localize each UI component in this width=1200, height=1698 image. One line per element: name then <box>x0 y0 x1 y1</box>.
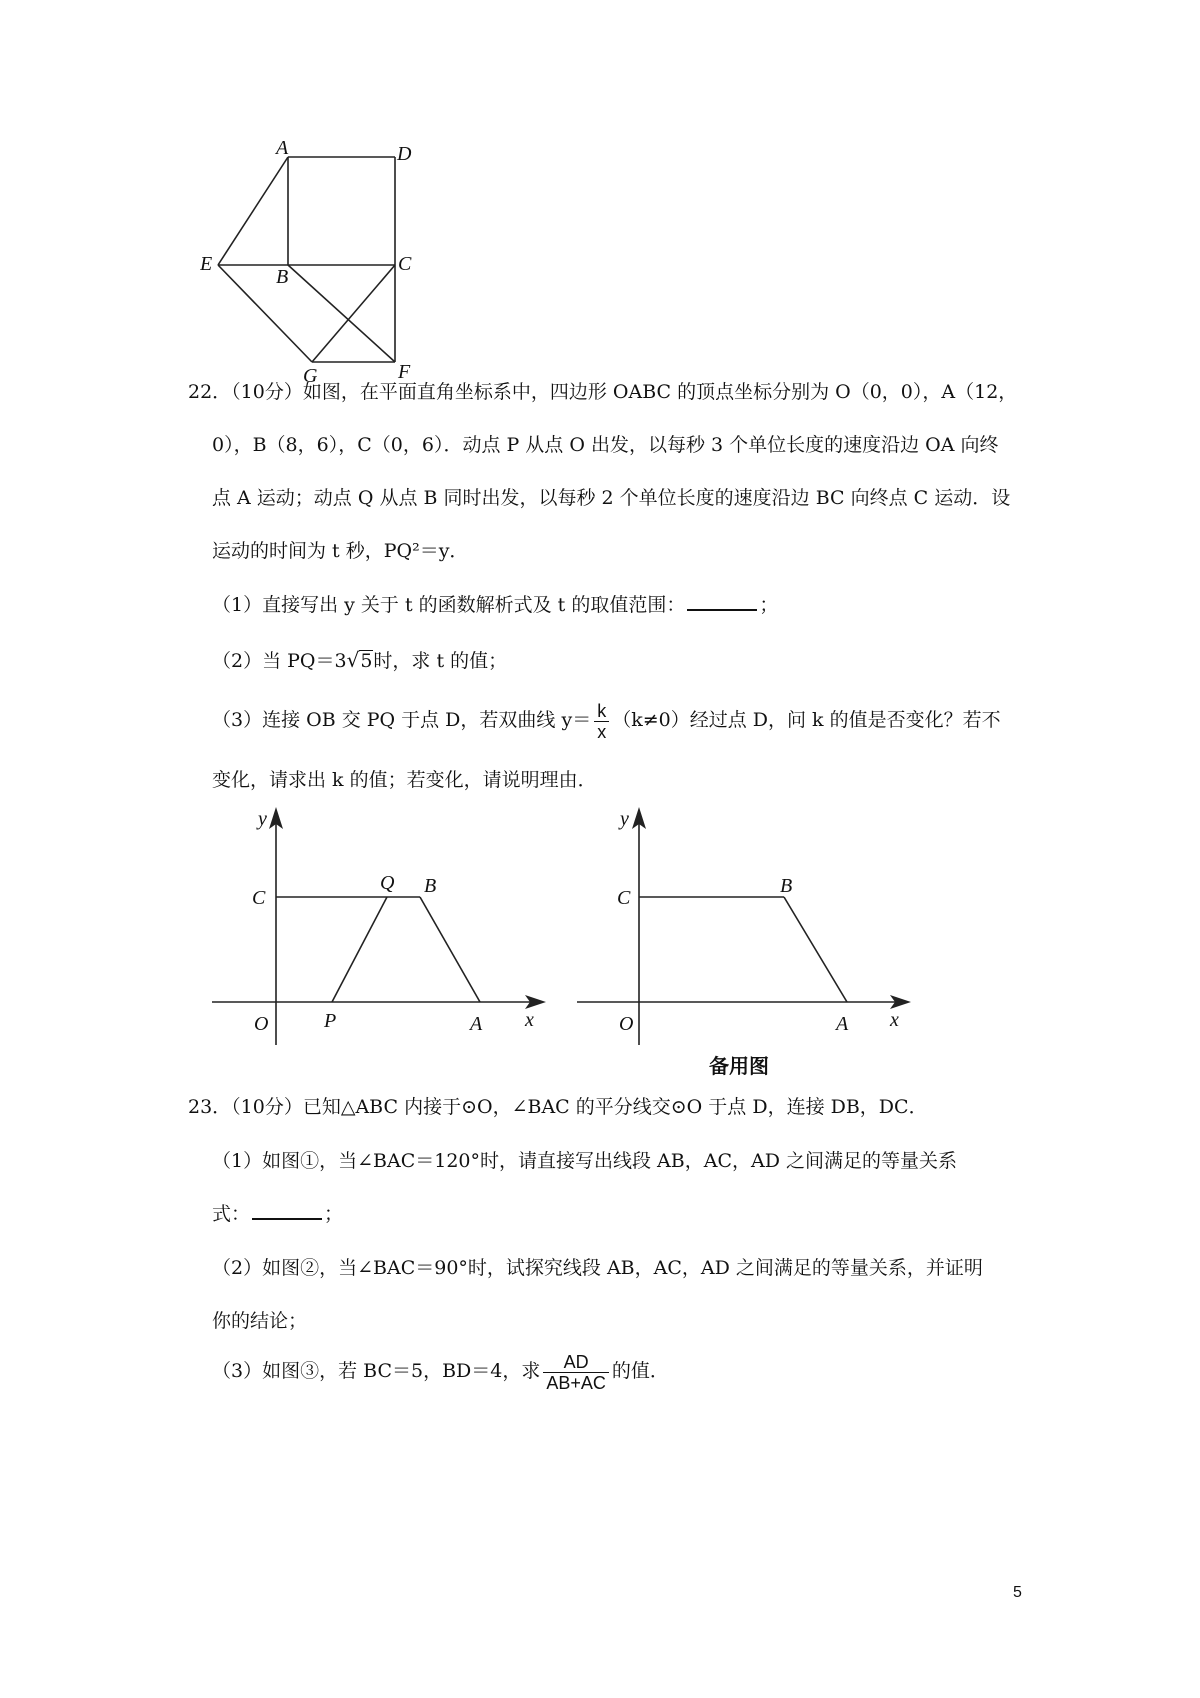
q23-part-2-line-2: 你的结论； <box>212 1310 308 1332</box>
segment-ba <box>784 897 847 1002</box>
q23-line-1: 23．（10分）已知△ABC 内接于⊙O，∠BAC 的平分线交⊙O 于点 D，连接 DB，DC． <box>188 1096 928 1118</box>
q22-part-2-text-a: （2）当 PQ＝3 <box>212 650 347 672</box>
fraction-ad-over-ab-plus-ac <box>543 1352 609 1393</box>
label-a: A <box>470 1013 483 1035</box>
q22-line-1: 22．（10分）如图，在平面直角坐标系中，四边形 OABC 的顶点坐标分别为 O（0，0），A（12， <box>188 381 1018 403</box>
label-c: C <box>617 887 631 909</box>
q22-part-1-end: ； <box>759 594 779 616</box>
q22-part-3-line-2: 变化，请求出 k 的值；若变化，请说明理由． <box>212 769 597 791</box>
figure-22-spare <box>577 805 917 1050</box>
q23-part-3-text-a: （3）如图③，若 BC＝5，BD＝4，求 <box>212 1360 541 1382</box>
q22-line-3: 点 A 运动；动点 Q 从点 B 同时出发，以每秒 2 个单位长度的速度沿边 BC 向终点 C 运动．设 <box>212 487 1011 509</box>
q22-part-3-text-a: （3）连接 OB 交 PQ 于点 D，若双曲线 y＝ <box>212 709 592 731</box>
figure-square-abcd <box>200 140 440 385</box>
q22-part-1 <box>212 591 778 619</box>
label-b: B <box>780 875 793 897</box>
label-y: y <box>620 808 629 830</box>
fraction-denominator: AB+AC <box>546 1372 606 1393</box>
label-a: A <box>836 1013 849 1035</box>
q23-part-3 <box>212 1348 669 1394</box>
q23-part-1-text-b: 式： <box>212 1203 251 1225</box>
fraction-denominator: x <box>597 721 607 742</box>
label-a: A <box>276 140 289 159</box>
q22-line-2: 0），B（8，6），C（0，6）．动点 P 从点 O 出发，以每秒 3 个单位长度的速度沿边 OA 向终 <box>212 434 999 456</box>
label-d: D <box>397 143 412 165</box>
q22-part-3-text-b: （k≠0）经过点 D，问 k 的值是否变化？若不 <box>612 709 1001 731</box>
sqrt-radicand: 5 <box>360 650 373 672</box>
label-o: O <box>619 1013 634 1035</box>
segment-pq <box>332 897 387 1002</box>
q22-part-2: （2）当 PQ＝3√5时，求 t 的值； <box>212 648 508 672</box>
label-q: Q <box>380 872 395 894</box>
spare-figure-caption: 备用图 <box>709 1054 769 1078</box>
segment-ba <box>420 897 480 1002</box>
fraction-numerator: AD <box>543 1352 609 1373</box>
q23-part-3-text-b: 的值． <box>611 1360 669 1382</box>
segment-bf <box>288 265 395 362</box>
fraction-k-over-x <box>594 701 609 742</box>
q22-part-1-text: （1）直接写出 y 关于 t 的函数解析式及 t 的取值范围： <box>212 594 686 616</box>
label-x: x <box>890 1009 899 1031</box>
q23-part-2: （2）如图②，当∠BAC＝90°时，试探究线段 AB，AC，AD 之间满足的等量关系，并证明 <box>212 1257 983 1279</box>
q23-part-1-end: ； <box>324 1203 344 1225</box>
label-g: G <box>303 365 318 385</box>
answer-blank <box>252 1200 322 1220</box>
segment-ea <box>218 157 288 265</box>
label-e: E <box>200 253 213 275</box>
label-p: P <box>324 1010 337 1032</box>
q22-line-4: 运动的时间为 t 秒，PQ²＝y． <box>212 540 469 562</box>
fraction-numerator: k <box>594 701 609 722</box>
label-f: F <box>398 361 411 383</box>
label-c: C <box>398 253 412 275</box>
q22-part-3 <box>212 697 1001 743</box>
figure-22-main <box>212 805 552 1050</box>
label-y: y <box>258 808 267 830</box>
label-o: O <box>254 1013 269 1035</box>
label-b: B <box>424 875 437 897</box>
answer-blank <box>687 591 757 611</box>
q23-part-1: （1）如图①，当∠BAC＝120°时，请直接写出线段 AB，AC，AD 之间满足的等量关系 <box>212 1150 957 1172</box>
label-x: x <box>525 1009 534 1031</box>
q22-part-2-text-b: 时，求 t 的值； <box>373 650 508 672</box>
q23-part-1-line-2 <box>212 1200 343 1228</box>
segment-eg <box>218 265 312 362</box>
label-c: C <box>252 887 266 909</box>
segment-gc <box>312 265 395 362</box>
page-number: 5 <box>1013 1584 1022 1601</box>
label-b: B <box>276 266 289 288</box>
